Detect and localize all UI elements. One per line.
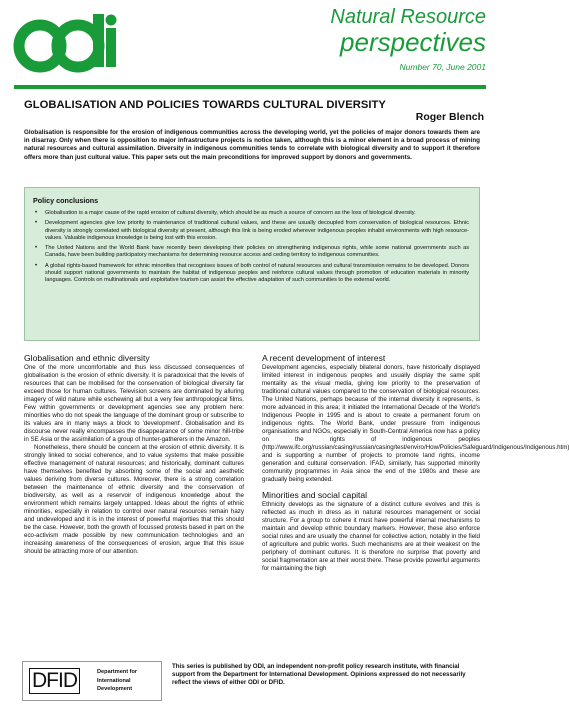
body-paragraph: One of the more uncomfortable and thus less discussed consequences of globalisation is the erosion of ethnic diversity. It is paradoxical that the levels of resources that can be mobilised for the conservation of biological diversity far exceed those for human cultures. Television screens are dominated by alluring imagery of wild nature while eschewing all but a very few anthropological films. Few within governments or development agencies see any problem here: minorities who do not speak the language of the dominant group or subscribe to its values are in many ways a block to 'development'. Globalisation and its discourse never really encompasses the disappearance of some minor hill-tribe in SE Asia or the assimilation of a group of hunter-gatherers in the Amazon. xyxy=(24,364,244,443)
section-heading: Minorities and social capital xyxy=(262,490,368,500)
body-paragraph: Development agencies, especially bilateral donors, have historically displayed limited interest in indigenous peoples and usually display the same split mentality as the visual media, giving low priority to the preservation of traditional cultural values compared to the conservation of biological resources. The United Nations, perhaps because of the internal diversity it represents, is more advanced in this area; it initiated the International Decade of the World's Indigenous People in 1995 and is about to create a permanent forum on indigenous rights. The World Bank, under pressure from indigenous organisations and NGOs, especially in South-Central America now has a policy on the rights of indigenous peoples (http://www.ifc.org/russian/casing/russian/casing/test/enviro/How/Policies/Safeguard/Indigenous/Indigenous.htm) and is supporting a number of projects to promote land rights, income generation and cultural conservation. IFAD, similarly, has supported minority community programmes in Asia since the end of the 1980s and these are gradually being extended. xyxy=(262,364,569,483)
body-paragraph: Nonetheless, there should be concern at the erosion of ethnic diversity. It is strongly linked to social coherence, and to value systems that make possible effective management of natural resources; and historically, dominant cultures have themselves benefited by absorbing some of the social and aesthetic values deriving from diverse cultures. Moreover, there is a strong correlation between the maintenance of ethnic diversity and the conservation of biodiversity, as well as a reservoir of indigenous knowledge about the environment which remains largely untapped. Ideas about the rights of ethnic minorities, especially in relation to control over natural resources remain hazy and undeveloped and it is in the interest of powerful majorities that this should be the case. However, both the growth of focussed protests based in part on the eco-activism made possible by new communication technologies and an increasing awareness of the consequences of erosion, argue that this issue should be attracting more of our attention. xyxy=(24,444,244,555)
dfid-department-name: Department for International Development xyxy=(97,669,138,693)
policy-list xyxy=(33,210,469,285)
left-column xyxy=(24,353,244,556)
masthead xyxy=(0,0,500,97)
body-paragraph: Ethnicity develops as the signature of a distinct culture evolves and this is reflected as much in dress as in natural resources management or social structure. For a group to cohere it must have powerful internal mechanisms to maintain and develop ethnic boundary markers. However, these also enforce social rules and are usually the channel for collective action, notably in the field of agriculture and public works. Such mechanisms are at their weakest on the periphery of dominant cultures. It is therefore no surprise that poverty and social fragmentation are at their worst there. These provide powerful arguments for maintaining the high xyxy=(262,501,480,572)
policy-conclusions-box xyxy=(24,187,480,341)
policy-box-title: Policy conclusions xyxy=(33,196,99,205)
logo-text: odi xyxy=(14,12,16,13)
article-title: GLOBALISATION AND POLICIES TOWARDS CULTURAL DIVERSITY xyxy=(24,99,386,111)
section-heading: A recent development of interest xyxy=(262,353,386,363)
series-title-line1: Natural Resource xyxy=(330,6,486,28)
bullet-icon: • xyxy=(35,245,38,252)
article-author: Roger Blench xyxy=(415,111,484,123)
footer xyxy=(22,661,482,703)
header-divider xyxy=(14,85,486,89)
series-brand xyxy=(330,6,486,72)
issue-number: Number 70, June 2001 xyxy=(399,62,486,72)
bullet-icon: • xyxy=(35,210,38,216)
bullet-icon: • xyxy=(35,220,38,227)
bullet-icon: • xyxy=(35,262,38,269)
series-title-line2: perspectives xyxy=(340,27,486,57)
dfid-logo-block xyxy=(22,661,162,701)
policy-item: • A global rights-based framework for ethnic minorities that recognises issues of both control of natural resources and cultural transmission remains to be developed. Donors should support national governments to maintain the habitat of indigenous peoples and reinforce cultural values through promotion of education materials in minority languages. Controls on multinationals and exploitative tourism can assist the effective adaptation of such communities to the external world. xyxy=(35,262,469,284)
abstract: Globalisation is responsible for the erosion of indigenous communities across the developing world, yet the policies of major donors towards them are in disarray. Only when there is opposition to major infrastructure projects is notice taken, although this is a minor element in a broad process of mining natural resources and cultural assimilation. Diversity in indigenous communities tends to correlate with biological diversity and to support it therefore offers more than just cultural value. This paper sets out the main preconditions for improved support by donors and governments. xyxy=(24,129,480,161)
policy-item: • Development agencies give low priority to maintenance of traditional cultural values, and these are usually decoupled from conservation of biological resources. Ethnic diversity is strongly correlated with biological diversity at present, although this link is being eroded wherever indigenous peoples inhabit environments with high resource-values. Valuable indigenous knowledge is being lost with this erosion. xyxy=(35,220,469,241)
publisher-note: This series is published by ODI, an independent non-profit policy research institute, with financial support from the Department for International Development. Opinions expressed do not necessarily reflect the views of either ODI or DFID. xyxy=(172,663,466,686)
odi-logo xyxy=(14,12,118,72)
section-heading: Globalisation and ethnic diversity xyxy=(24,353,150,363)
policy-item: • The United Nations and the World Bank have recently been developing their policies on strengthening indigenous rights, while some national governments such as Canada, have been building participatory mechanisms for determining resource access and ceding territory to indigenous communities. xyxy=(35,245,469,259)
policy-item: • Globalisation is a major cause of the rapid erosion of cultural diversity, which should be as much a source of concern as the loss of biological diversity. xyxy=(35,210,416,216)
right-column xyxy=(262,353,569,573)
dfid-logo: DFID xyxy=(29,668,80,694)
